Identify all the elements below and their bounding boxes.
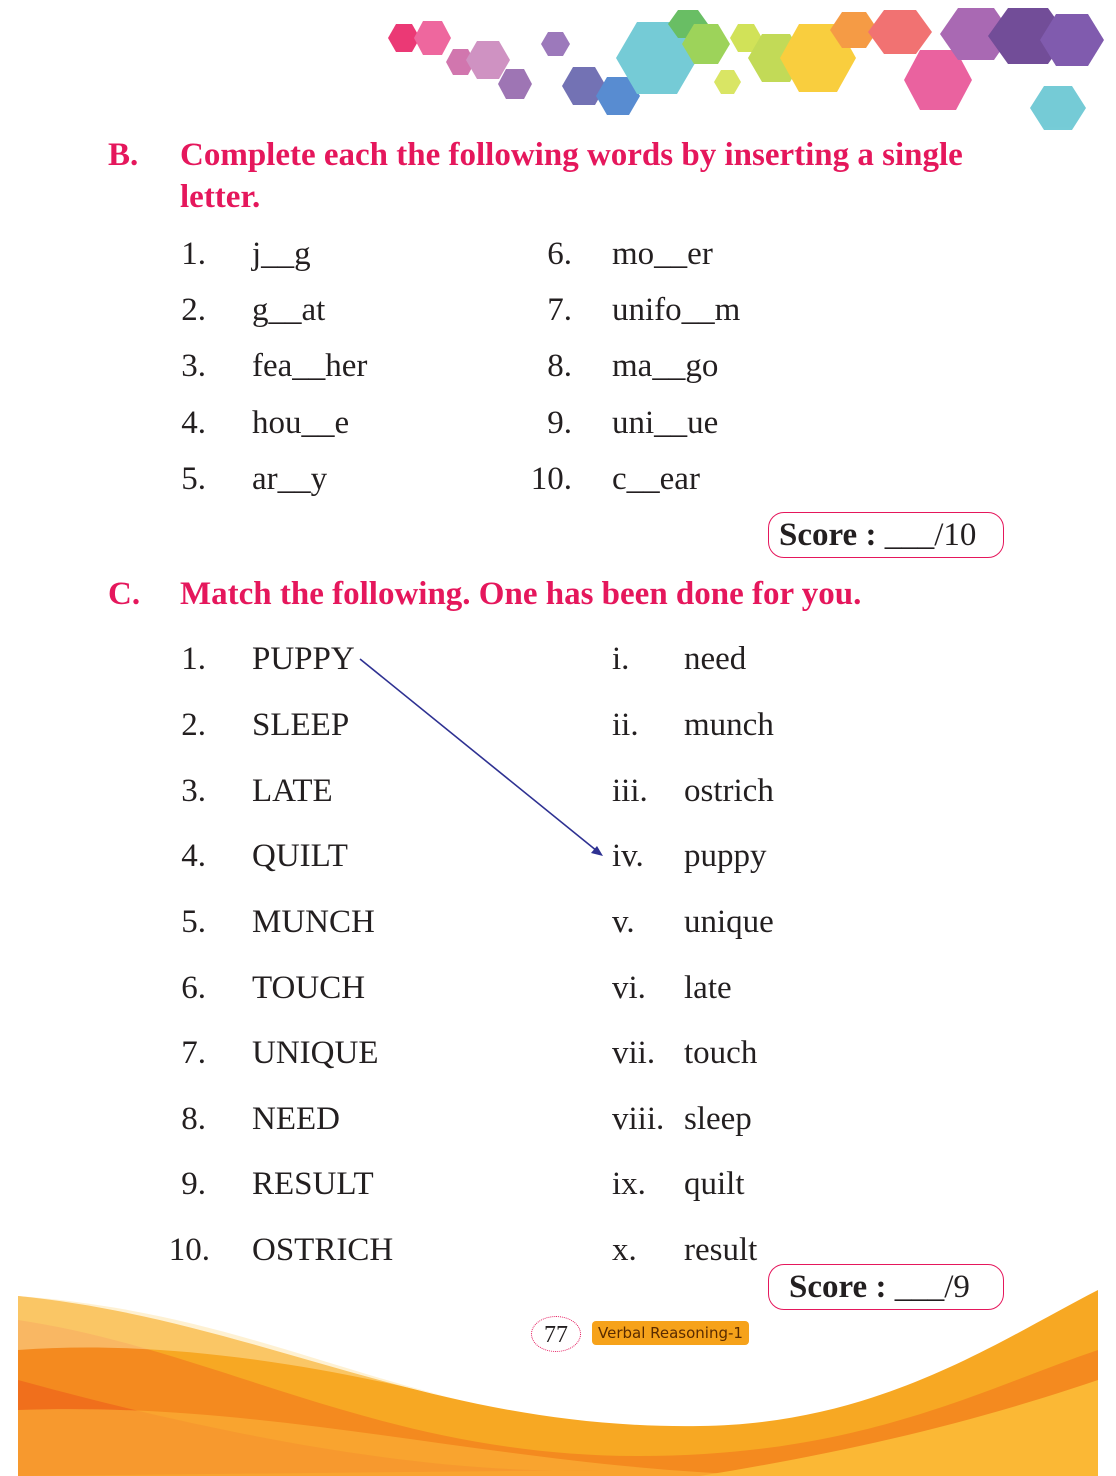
- item-word: QUILT: [252, 838, 348, 874]
- item-word: LATE: [252, 773, 333, 809]
- item-word: result: [684, 1232, 758, 1268]
- item-word: sleep: [684, 1101, 752, 1137]
- item-word: need: [684, 641, 747, 677]
- item-number: 8.: [181, 1101, 206, 1137]
- section-c-heading: [108, 573, 1048, 615]
- item-number: 10.: [530, 461, 572, 497]
- item-number: 1.: [181, 236, 206, 272]
- item-word: ostrich: [684, 773, 774, 809]
- score-label: Score :: [789, 1269, 887, 1305]
- item-word: RESULT: [252, 1166, 374, 1202]
- item-word: fea__her: [252, 348, 368, 384]
- item-word: SLEEP: [252, 707, 350, 743]
- item-number: 7.: [547, 292, 572, 328]
- item-number: 9.: [547, 405, 572, 441]
- item-word: puppy: [684, 838, 767, 874]
- decorative-hexagon-band: [0, 0, 1116, 140]
- item-word: c__ear: [612, 461, 700, 497]
- item-word: j__g: [252, 236, 311, 272]
- item-number: 2.: [181, 292, 206, 328]
- item-number: 5.: [181, 461, 206, 497]
- score-value: ___/10: [884, 517, 977, 553]
- item-word: mo__er: [612, 236, 713, 272]
- item-word: unique: [684, 904, 774, 940]
- item-number: 6.: [181, 970, 206, 1006]
- item-number: 4.: [181, 405, 206, 441]
- section-c-score-box: [768, 1264, 1004, 1310]
- book-title-tag: Verbal Reasoning-1: [592, 1321, 749, 1345]
- item-number: i.: [612, 641, 630, 677]
- section-c-letter: C.: [108, 576, 141, 612]
- item-word: uni__ue: [612, 405, 719, 441]
- item-number: 3.: [181, 348, 206, 384]
- item-number: 8.: [547, 348, 572, 384]
- item-word: MUNCH: [252, 904, 375, 940]
- item-word: NEED: [252, 1101, 340, 1137]
- item-word: touch: [684, 1035, 758, 1071]
- item-word: TOUCH: [252, 970, 366, 1006]
- item-number: v.: [612, 904, 635, 940]
- item-number: x.: [612, 1232, 637, 1268]
- item-number: vi.: [612, 970, 646, 1006]
- item-number: 4.: [181, 838, 206, 874]
- item-word: late: [684, 970, 732, 1006]
- item-number: vii.: [612, 1035, 656, 1071]
- item-number: 7.: [181, 1035, 206, 1071]
- item-number: 3.: [181, 773, 206, 809]
- item-word: ar__y: [252, 461, 328, 497]
- item-word: OSTRICH: [252, 1232, 394, 1268]
- item-word: munch: [684, 707, 774, 743]
- section-c-title: Match the following. One has been done for you.: [180, 576, 862, 612]
- score-label: Score :: [779, 517, 877, 553]
- item-number: iii.: [612, 773, 648, 809]
- item-word: ma__go: [612, 348, 719, 384]
- score-value: ___/9: [894, 1269, 970, 1305]
- item-number: 1.: [181, 641, 206, 677]
- item-word: PUPPY: [252, 641, 355, 677]
- item-number: viii.: [612, 1101, 665, 1137]
- item-number: 10.: [168, 1232, 210, 1268]
- item-number: 5.: [181, 904, 206, 940]
- page-number: 77: [531, 1316, 581, 1352]
- item-word: quilt: [684, 1166, 745, 1202]
- item-word: unifo__m: [612, 292, 741, 328]
- section-b-heading: [108, 134, 1048, 218]
- section-b-letter: B.: [108, 137, 139, 173]
- item-number: 2.: [181, 707, 206, 743]
- section-b-title: Complete each the following words by inserting a single letter.: [180, 137, 963, 215]
- item-number: ix.: [612, 1166, 646, 1202]
- item-number: iv.: [612, 838, 644, 874]
- item-number: 9.: [181, 1166, 206, 1202]
- item-word: UNIQUE: [252, 1035, 379, 1071]
- item-word: hou__e: [252, 405, 350, 441]
- item-number: ii.: [612, 707, 639, 743]
- item-word: g__at: [252, 292, 326, 328]
- item-number: 6.: [547, 236, 572, 272]
- section-b-score-box: [768, 512, 1004, 558]
